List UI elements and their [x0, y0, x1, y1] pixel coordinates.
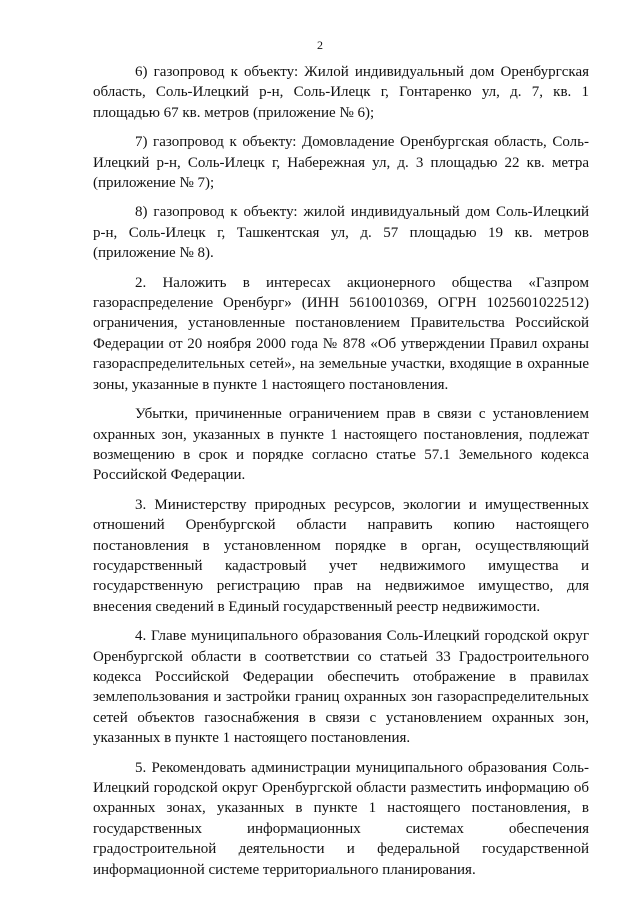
- paragraph-item-8: 8) газопровод к объекту: жилой индивидуальный дом Соль-Илецкий р-н, Соль-Илецк г, Ташкентская ул, д. 57 площадью 19 кв. метров (приложение № 8).: [93, 204, 589, 262]
- document-body: [93, 62, 589, 880]
- paragraph-damages: Убытки, причиненные ограничением прав в связи с установлением охранных зон, указанных в пункте 1 настоящего постановления, подлежат возмещению в срок и порядке согласно статье 57.1 Земельного кодекса Российской Федерации.: [93, 406, 589, 484]
- page-number: 2: [317, 38, 323, 52]
- paragraph-item-7: 7) газопровод к объекту: Домовладение Оренбургская область, Соль-Илецкий р-н, Соль-Илецк г, Набережная ул, д. 3 площадью 22 кв. метра (приложение № 7);: [93, 134, 589, 192]
- paragraph-clause-3: 3. Министерству природных ресурсов, экологии и имущественных отношений Оренбургской области направить копию настоящего постановления в установленном порядке в орган, осуществляющий государственный кадастровый учет недвижимого имущества и государственную регистрацию прав на недвижимое имущество, для внесения сведений в Единый государственный реестр недвижимости.: [93, 496, 589, 615]
- paragraph-clause-2: 2. Наложить в интересах акционерного общества «Газпром газораспределение Оренбург» (ИНН 5610010369, ОГРН 1025601022512) ограничения, установленные постановлением Правительства Российской Федерации от 20 ноября 2000 года № 878 «Об утверждении Правил охраны газораспределительных сетей», на земельные участки, входящие в охранные зоны, указанные в пункте 1 настоящего постановления.: [93, 274, 589, 393]
- paragraph-item-6: 6) газопровод к объекту: Жилой индивидуальный дом Оренбургская область, Соль-Илецкий р-н, Соль-Илецк г, Гонтаренко ул, д. 7, кв. 1 площадью 67 кв. метров (приложение № 6);: [93, 64, 589, 121]
- paragraph-clause-4: 4. Главе муниципального образования Соль-Илецкий городской округ Оренбургской области в соответствии со статьей 33 Градостроительного кодекса Российской Федерации обеспечить отображение в правилах землепользования и застройки границ охранных зон газораспределительных сетей объектов газоснабжения в связи с установлением охранных зон, указанных в пункте 1 настоящего постановления.: [93, 628, 589, 747]
- paragraph-clause-5: 5. Рекомендовать администрации муниципального образования Соль-Илецкий городской округ Оренбургской области разместить информацию об охранных зонах, указанных в пункте 1 настоящего постановления, в государственных информационных системах обеспечения градостроительной деятельности и федеральной государственной информационной системе территориального планирования.: [93, 759, 589, 878]
